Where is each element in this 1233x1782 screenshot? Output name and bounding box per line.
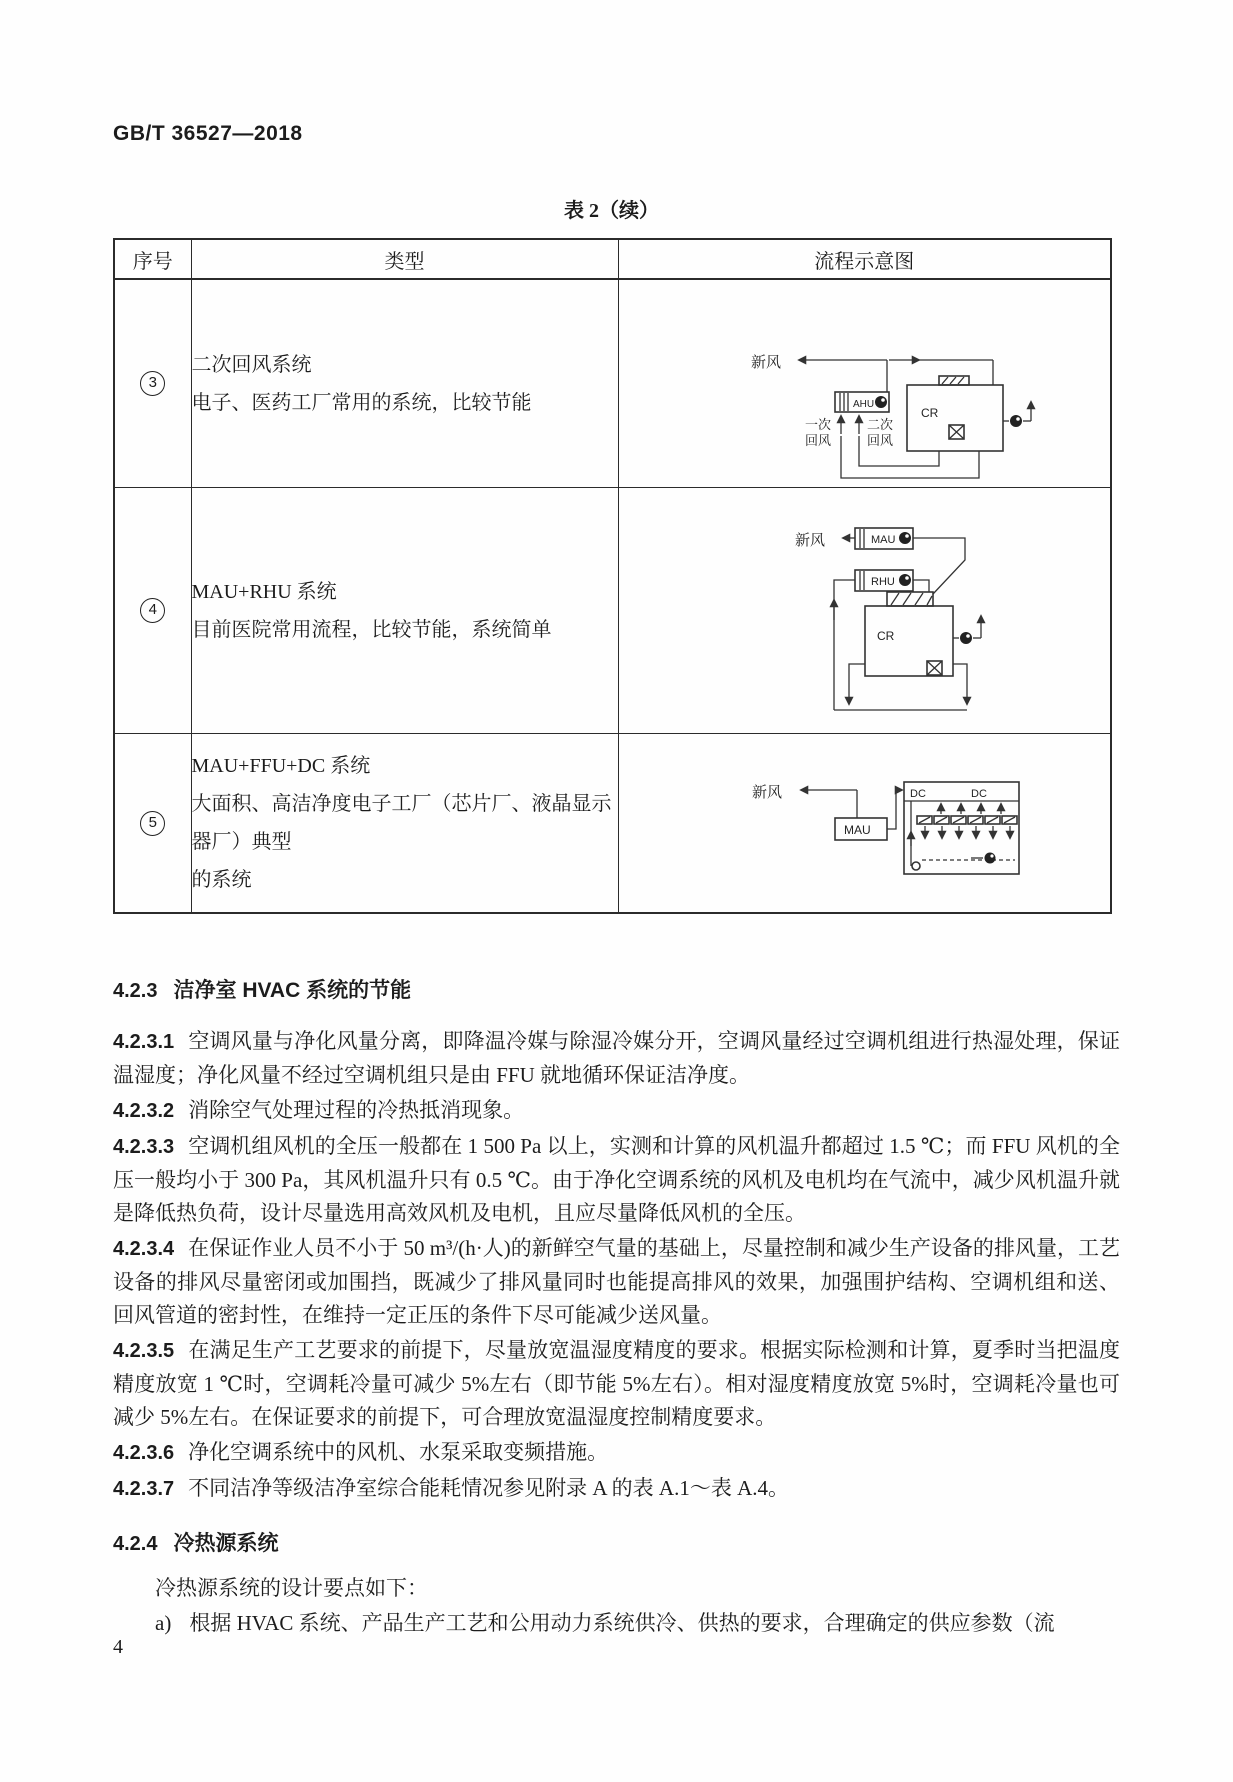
type-cell <box>191 279 618 488</box>
fan-icon <box>1010 415 1022 427</box>
clause-4-2-4-heading <box>113 1527 1120 1561</box>
row-number-cell <box>114 279 191 488</box>
type-line-2: 目前医院常用流程，比较节能，系统简单 <box>191 618 552 641</box>
table-row <box>114 279 1111 488</box>
fan-icon <box>960 632 972 644</box>
row-number-cell <box>114 734 191 914</box>
doc-number: GB/T 36527—2018 <box>113 122 303 145</box>
type-cell <box>191 734 618 914</box>
ffu-filter-row <box>917 816 1017 824</box>
row-number-cell <box>114 488 191 734</box>
clause-4-2-3-heading <box>113 974 1120 1008</box>
cr-label: CR <box>876 629 894 643</box>
circled-number: 3 <box>140 371 165 396</box>
type-line-3: 的系统 <box>191 869 252 891</box>
list-item-label: a) <box>155 1611 172 1635</box>
primary-return-label2: 回风 <box>804 433 831 448</box>
fan-icon <box>899 532 911 544</box>
circled-number: 5 <box>140 811 165 836</box>
duct-lines <box>799 360 1031 478</box>
cr-label: CR <box>920 406 938 420</box>
cleanroom-box <box>907 376 1003 451</box>
type-line-1: 二次回风系统 <box>191 353 312 376</box>
clause-4-2-3-2: 4.2.3.2 消除空气处理过程的冷热抵消现象。 <box>113 1098 525 1122</box>
table-caption: 表 2（续） <box>564 200 659 222</box>
type-cell <box>191 488 618 734</box>
fan-icon <box>875 396 887 408</box>
supply-down-arrows <box>925 826 1010 838</box>
page-number: 4 <box>113 1636 123 1658</box>
filter-icon <box>939 376 969 385</box>
clause-4-2-3-3: 4.2.3.3 空调机组风机的全压一般都在 1 500 Pa 以上，实测和计算的风机温升都超过 1.5 ℃；而 FFU 风机的全压一般均小于 300 Pa，其风机温升只有 0.5 ℃。由于净化空调系统的风机及电机均在气流中，减少风机温升就是降低热负荷，设计尽量选用高效风机及电机，且应尽量降低风机的全压。 <box>113 1134 1120 1225</box>
body-text <box>113 962 1120 1642</box>
clause-4-2-4-intro: 冷热源系统的设计要点如下： <box>155 1576 428 1600</box>
circled-number: 4 <box>140 598 165 623</box>
fan-icon <box>899 574 911 586</box>
clause-4-2-3-4: 4.2.3.4 在保证作业人员不小于 50 m³/(h·人)的新鲜空气量的基础上，尽量控制和减少生产设备的排风量，工艺设备的排风尽量密闭或加围挡，既减少了排风量同时也能提高排风的效果，加强围护结构、空调机组和送、回风管道的密封性，在维持一定正压的条件下尽可能减少送风量。 <box>113 1236 1120 1327</box>
mau-box <box>855 528 913 549</box>
sensor-icon <box>912 862 920 870</box>
dc-label-right: DC <box>970 788 987 800</box>
clause-4-2-3-6: 4.2.3.6 净化空调系统中的风机、水泵采取变频措施。 <box>113 1440 609 1464</box>
type-line-1: MAU+FFU+DC 系统 <box>191 755 371 777</box>
mau-box <box>835 818 887 840</box>
secondary-return-diagram <box>619 280 1112 487</box>
plenum-up-arrows <box>941 804 1001 814</box>
col-header-no: 序号 <box>114 239 191 279</box>
table-header-row <box>114 239 1111 279</box>
mau-ffu-dc-diagram <box>619 734 1112 912</box>
type-line-2: 大面积、高洁净度电子工厂（芯片厂、液晶显示器厂）典型 <box>191 793 612 853</box>
mau-label: MAU <box>843 823 871 837</box>
type-line-1: MAU+RHU 系统 <box>191 580 337 603</box>
mau-rhu-diagram <box>619 488 1112 733</box>
fan-icon <box>984 853 995 864</box>
diagram-cell <box>618 734 1111 914</box>
table-row <box>114 488 1111 734</box>
fresh-air-label: 新风 <box>751 785 782 801</box>
secondary-return-label2: 回风 <box>866 433 893 448</box>
clause-title: 冷热源系统 <box>173 1532 279 1555</box>
ahu-label: AHU <box>852 399 874 410</box>
clause-title: 洁净室 HVAC 系统的节能 <box>173 979 412 1002</box>
type-line-2: 电子、医药工厂常用的系统，比较节能 <box>191 391 532 414</box>
clause-number: 4.2.3 <box>113 980 158 1002</box>
primary-return-label: 一次 <box>804 417 831 432</box>
rhu-label: RHU <box>870 576 895 588</box>
diagram-cell <box>618 279 1111 488</box>
col-header-diagram: 流程示意图 <box>618 239 1111 279</box>
rhu-box <box>855 570 913 591</box>
clause-number: 4.2.4 <box>113 1533 158 1555</box>
duct-lines <box>834 538 981 710</box>
col-header-type: 类型 <box>191 239 618 279</box>
clause-4-2-3-5: 4.2.3.5 在满足生产工艺要求的前提下，尽量放宽温湿度精度的要求。根据实际检测和计算，夏季时当把温度精度放宽 1 ℃时，空调耗冷量可减少 5%左右（即节能 5%左右）。相对湿度精度放宽 5%时，空调耗冷量也可减少 5%左右。在保证要求的前提下，可合理放宽温湿度控制精度要求。 <box>113 1338 1120 1429</box>
hvac-systems-table <box>113 238 1112 914</box>
mau-label: MAU <box>870 534 895 546</box>
fresh-air-label: 新风 <box>750 355 781 371</box>
cleanroom-box <box>904 782 1019 874</box>
secondary-return-label: 二次 <box>866 417 893 432</box>
dc-label-left: DC <box>909 788 926 800</box>
cleanroom-box <box>865 592 953 676</box>
list-item-a: a) 根据 HVAC 系统、产品生产工艺和公用动力系统供冷、供热的要求，合理确定的供应参数（流 <box>155 1611 1055 1635</box>
fresh-air-label: 新风 <box>794 533 825 549</box>
diagram-cell <box>618 488 1111 734</box>
table-row <box>114 734 1111 914</box>
clause-4-2-3-7: 4.2.3.7 不同洁净等级洁净室综合能耗情况参见附录 A 的表 A.1～表 A.4。 <box>113 1476 790 1500</box>
ahu-box <box>835 392 889 412</box>
clause-4-2-3-1: 4.2.3.1 空调风量与净化风量分离，即降温冷媒与除湿冷媒分开，空调风量经过空调机组进行热湿处理，保证温湿度；净化风量不经过空调机组只是由 FFU 就地循环保证洁净度。 <box>113 1029 1120 1087</box>
